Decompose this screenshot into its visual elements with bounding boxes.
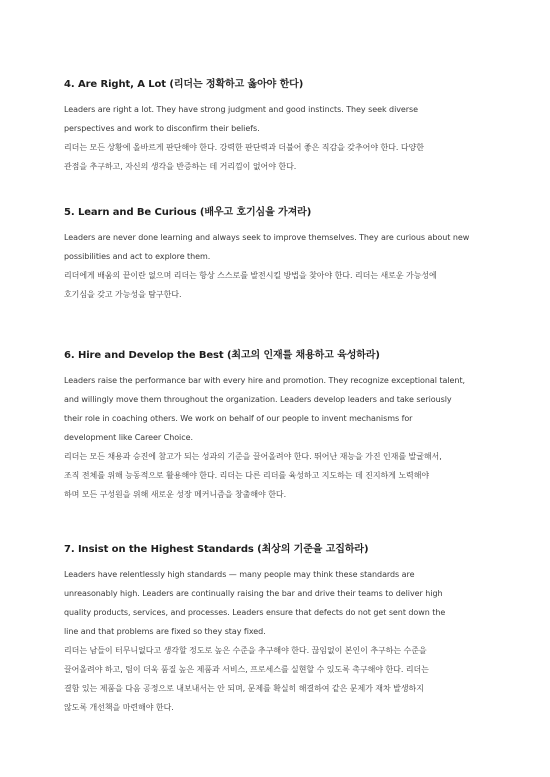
body-line: possibilities and act to explore them.: [64, 252, 211, 261]
section-learn-curious: [64, 206, 496, 304]
body-line: Leaders have relentlessly high standards — many people may think these standards are: [64, 570, 415, 579]
body-line: 않도록 개선책을 마련해야 한다.: [64, 703, 174, 712]
body-line: 리더에게 배움의 끝이란 없으며 리더는 항상 스스로를 발전시킬 방법을 찾아야 한다. 리더는 새로운 가능성에: [64, 271, 437, 280]
body-line: Leaders raise the performance bar with every hire and promotion. They recognize exceptional talent,: [64, 376, 466, 385]
body-line: development like Career Choice.: [64, 433, 193, 442]
body-line: Leaders are never done learning and always seek to improve themselves. They are curious about new: [64, 233, 470, 242]
body-line: 호기심을 갖고 가능성을 탐구한다.: [64, 290, 182, 299]
body-line: unreasonably high. Leaders are continually raising the bar and drive their teams to deliver high: [64, 589, 443, 598]
body-line: 리더는 남들이 터무니없다고 생각할 정도로 높은 수준을 추구해야 한다. 끊임없이 본인이 추구하는 수준을: [64, 646, 427, 655]
section-heading: 7. Insist on the Highest Standards (최상의 기준을 고집하라): [64, 544, 369, 555]
body-line: their role in coaching others. We work on behalf of our people to invent mechanisms for: [64, 414, 413, 423]
body-line: quality products, services, and processes. Leaders ensure that defects do not get sent down the: [64, 608, 446, 617]
body-line: line and that problems are fixed so they stay fixed.: [64, 627, 266, 636]
section-are-right: [64, 78, 496, 176]
body-line: 관점을 추구하고, 자신의 생각을 반증하는 데 거리낌이 없어야 한다.: [64, 162, 297, 171]
section-highest-standards: [64, 543, 496, 717]
body-line: 끌어올려야 하고, 팀이 더욱 품질 높은 제품과 서비스, 프로세스를 실현할 수 있도록 촉구해야 한다. 리더는: [64, 665, 429, 674]
body-line: Leaders are right a lot. They have strong judgment and good instincts. They seek diverse: [64, 105, 419, 114]
body-line: and willingly move them throughout the organization. Leaders develop leaders and take seriously: [64, 395, 452, 404]
body-line: 리더는 모든 상황에 올바르게 판단해야 한다. 강력한 판단력과 더불어 좋은 직감을 갖추어야 한다. 다양한: [64, 143, 424, 152]
body-line: 결함 있는 제품을 다음 공정으로 내보내서는 안 되며, 문제를 확실히 해결하여 같은 문제가 재차 발생하지: [64, 684, 424, 693]
body-line: 하며 모든 구성원을 위해 새로운 성장 메커니즘을 창출해야 한다.: [64, 490, 287, 499]
section-heading: 5. Learn and Be Curious (배우고 호기심을 가져라): [64, 207, 312, 218]
section-heading: 4. Are Right, A Lot (리더는 정확하고 옳아야 한다): [64, 79, 304, 90]
section-hire-develop: [64, 349, 496, 504]
section-heading: 6. Hire and Develop the Best (최고의 인재를 채용하고 육성하라): [64, 350, 380, 361]
body-line: 리더는 모든 채용과 승진에 참고가 되는 성과의 기준을 끌어올려야 한다. 뛰어난 재능을 가진 인재를 발굴해서,: [64, 452, 442, 461]
body-line: 조직 전체를 위해 능동적으로 활용해야 한다. 리더는 다른 리더를 육성하고 지도하는 데 진지하게 노력해야: [64, 471, 430, 480]
body-line: perspectives and work to disconfirm their beliefs.: [64, 124, 260, 133]
